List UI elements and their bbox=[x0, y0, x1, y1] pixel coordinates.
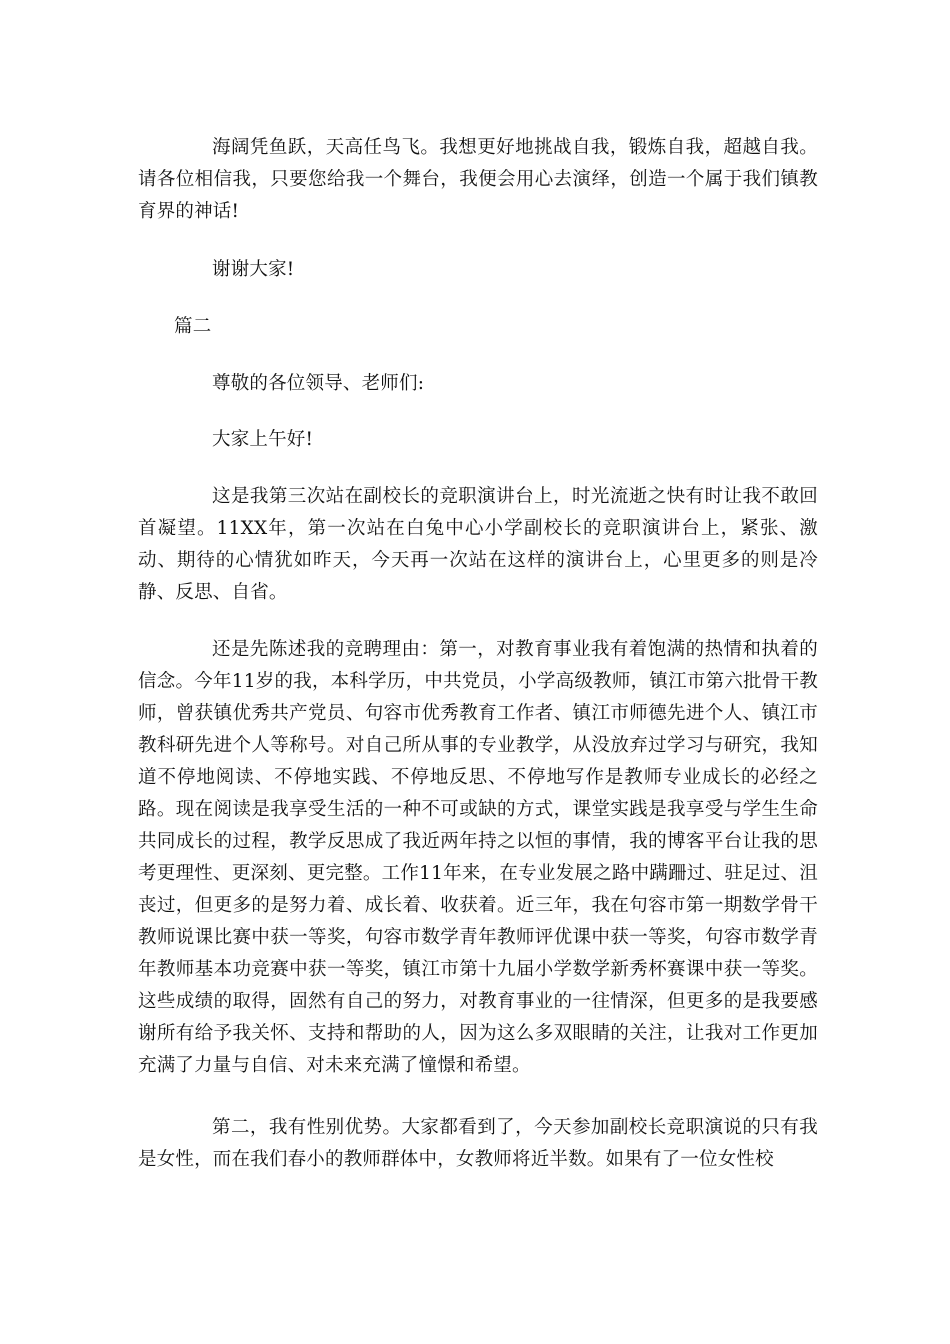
salutation: 尊敬的各位领导、老师们: bbox=[212, 373, 425, 394]
greeting: 大家上午好! bbox=[212, 429, 314, 450]
reason-two-paragraph: 第二，我有性别优势。大家都看到了，今天参加副校长竞职演说的只有我是女性，而在我们春小的教师群体中，女教师将近半数。如果有了一位女性校 bbox=[138, 1117, 818, 1170]
thanks-line: 谢谢大家! bbox=[212, 259, 295, 280]
reason-one-paragraph: 还是先陈述我的竞聘理由：第一，对教育事业我有着饱满的热情和执着的信念。今年11岁的我，本科学历，中共党员，小学高级教师，镇江市第六批骨干教师，曾获镇优秀共产党员、句容市优秀教育工作者、镇江市师德先进个人、镇江市教科研先进个人等称号。对自己所从事的专业教学，从没放弃过学习与研究，我知道不停地阅读、不停地实践、不停地反思、不停地写作是教师专业成长的必经之路。现在阅读是我享受生活的一种不可或缺的方式，课堂实践是我享受与学生生命共同成长的过程，教学反思成了我近两年持之以恒的事情，我的博客平台让我的思考更理性、更深刻、更完整。工作11年来，在专业发展之路中蹒跚过、驻足过、沮丧过，但更多的是努力着、成长着、收获着。近三年，我在句容市第一期数学骨干教师说课比赛中获一等奖，句容市数学青年教师评优课中获一等奖，句容市数学青年教师基本功竞赛中获一等奖，镇江市第十九届小学数学新秀杯赛课中获一等奖。这些成绩的取得，固然有自己的努力，对教育事业的一往情深，但更多的是我要感谢所有给予我关怀、支持和帮助的人，因为这么多双眼睛的关注，让我对工作更加充满了力量与自信、对未来充满了憧憬和希望。 bbox=[138, 639, 818, 1076]
section-heading: 篇二 bbox=[174, 316, 212, 337]
closing-paragraph: 海阔凭鱼跃，天高任鸟飞。我想更好地挑战自我，锻炼自我，超越自我。请各位相信我，只要您给我一个舞台，我便会用心去演绎，创造一个属于我们镇教育界的神话! bbox=[138, 137, 818, 222]
intro-paragraph: 这是我第三次站在副校长的竞职演讲台上，时光流逝之快有时让我不敢回首凝望。11XX年，第一次站在白兔中心小学副校长的竞职演讲台上，紧张、激动、期待的心情犹如昨天，今天再一次站在这样的演讲台上，心里更多的则是冷静、反思、自省。 bbox=[138, 486, 818, 603]
